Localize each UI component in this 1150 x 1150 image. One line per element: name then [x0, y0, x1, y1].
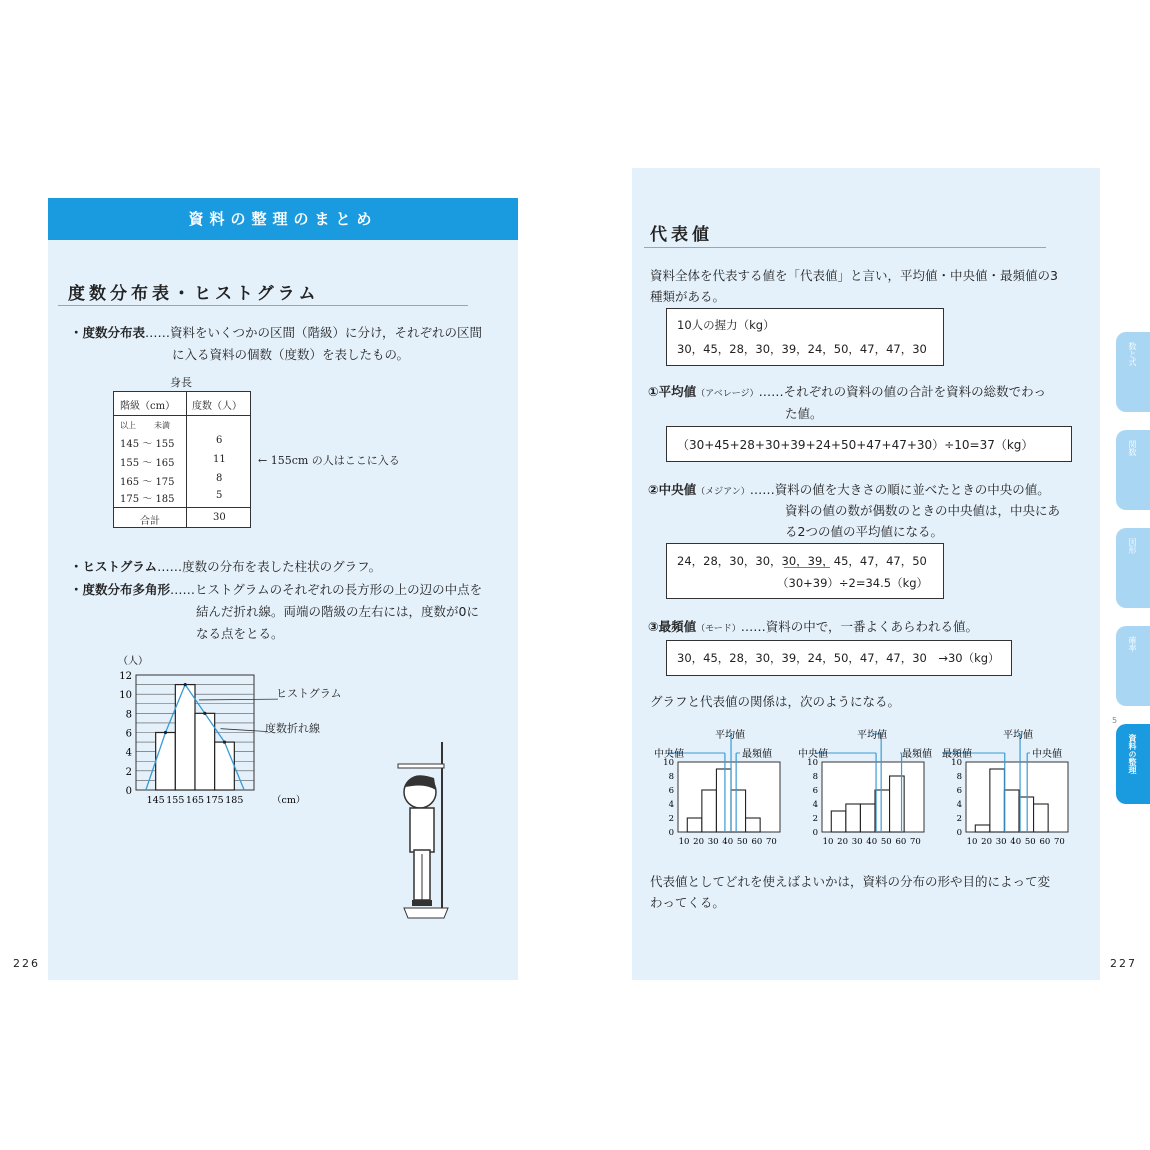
def1-text2: に入る資料の個数（度数）を表したもの。: [172, 347, 410, 362]
median-term: ②中央値: [648, 482, 697, 497]
annotation-leader-histogram: [199, 699, 278, 700]
representative-chart-3: [938, 722, 1078, 857]
median-line2: （30+39）÷2=34.5（kg）: [777, 576, 929, 590]
mini-x-tick-label: 70: [910, 837, 921, 847]
mean-formula: （30+45+28+30+39+24+50+47+47+30）÷10=37（kg）: [677, 438, 1034, 452]
y-tick-label: 6: [125, 728, 132, 740]
def2-term: ・ヒストグラム: [70, 559, 158, 574]
mini-y-tick-label: 10: [663, 758, 674, 768]
left-header-title: 資料の整理のまとめ: [188, 210, 378, 228]
mean-sub: （アベレージ）: [696, 389, 759, 399]
mode-sub: （モード）: [696, 624, 741, 634]
mini-bar: [746, 818, 761, 832]
mini-bar: [831, 811, 846, 832]
mode-box: [666, 640, 1012, 676]
mini-x-tick-label: 10: [966, 837, 978, 847]
mini-x-tick-label: 10: [678, 837, 690, 847]
y-tick-label: 8: [125, 709, 132, 721]
table-row-2-class: 165 ～ 175: [120, 477, 175, 488]
mini-y-tick-label: 10: [807, 758, 818, 768]
mini-y-tick-label: 4: [668, 800, 674, 810]
mini-x-tick-label: 40: [866, 837, 878, 847]
mini-bar: [846, 804, 861, 832]
table-total-rule: [114, 507, 250, 508]
left-header-bar: [48, 198, 518, 240]
table-sub2: 未満: [154, 421, 170, 430]
histogram-bar: [195, 713, 215, 790]
hist-label-polygon: 度数折れ線: [265, 722, 320, 735]
right-section-rule: [644, 247, 1046, 248]
mode-term: ③最頻値: [648, 619, 697, 634]
mini-bar: [875, 790, 890, 832]
tab-data-organization[interactable]: [1116, 724, 1150, 804]
mini-reference-label: 最頻値: [902, 749, 932, 760]
mini-x-tick-label: 30: [707, 837, 719, 847]
mini-bar: [716, 769, 731, 832]
table-header-rule: [114, 415, 250, 416]
grip-box-values: 30，45，28，30，39，24，50，47，47，30: [677, 342, 927, 356]
mini-reference-label: 平均値: [715, 730, 745, 741]
mini-y-tick-label: 6: [956, 786, 962, 796]
mini-y-tick-label: 4: [812, 800, 818, 810]
y-tick-label: 10: [119, 690, 132, 702]
mean-text1: ……それぞれの資料の値の合計を資料の総数でわっ: [758, 384, 1046, 399]
x-tick-label: 185: [225, 795, 244, 806]
mini-x-tick-label: 30: [851, 837, 863, 847]
histogram-bar: [156, 733, 176, 791]
def-polygon: [70, 579, 482, 601]
mini-x-tick-label: 70: [766, 837, 777, 847]
mini-reference-label: 中央値: [1032, 749, 1062, 760]
tab-numbers-label: 数と式: [1128, 342, 1137, 366]
mode-text: ……資料の中で，一番よくあらわれる値。: [740, 619, 978, 634]
mini-reference-label: 最頻値: [942, 749, 972, 760]
mini-y-tick-label: 8: [812, 772, 818, 782]
tab-index-mark: 5: [1112, 716, 1118, 725]
mini-bar: [1004, 790, 1019, 832]
mini-x-tick-label: 20: [693, 837, 704, 847]
tab-numbers[interactable]: [1116, 332, 1150, 412]
graph-intro: グラフと代表値の関係は，次のようになる。: [650, 694, 901, 709]
mini-reference-label: 最頻値: [742, 749, 772, 760]
mini-x-tick-label: 50: [736, 837, 748, 847]
x-tick-label: 145: [146, 795, 165, 806]
table-arrow-note: ← 155cm の人はここに入る: [258, 454, 400, 467]
table-sub1: 以上: [120, 421, 136, 430]
mini-x-tick-label: 70: [1054, 837, 1065, 847]
mode-line: 30，45，28，30，39，24，50，47，47，30 →30（kg）: [677, 651, 1000, 665]
left-page-number: 226: [13, 957, 40, 970]
mini-reference-label: 平均値: [1003, 730, 1033, 741]
x-tick-label: 175: [205, 795, 224, 806]
mini-x-tick-label: 60: [895, 837, 907, 847]
polygon-point: [164, 731, 167, 734]
table-row-1-value: 11: [213, 454, 226, 465]
representative-chart-2: [794, 722, 934, 857]
representative-chart-1: [650, 722, 790, 857]
mini-y-tick-label: 2: [668, 814, 674, 824]
mini-x-tick-label: 20: [981, 837, 992, 847]
y-axis-unit: （人）: [118, 656, 148, 667]
left-section-rule: [58, 305, 468, 306]
table-row-2-value: 8: [216, 473, 223, 484]
histogram-bar: [215, 742, 235, 790]
mean-text2: た値。: [785, 406, 823, 421]
tab-data-organization-label: 資料の整理: [1128, 734, 1137, 774]
median-line1: 24，28，30，30，30，39，45，47，47，50: [677, 554, 927, 568]
mini-x-tick-label: 40: [722, 837, 734, 847]
tab-functions[interactable]: [1116, 430, 1150, 510]
mini-y-tick-label: 0: [812, 828, 818, 838]
mini-y-tick-label: 0: [668, 828, 674, 838]
x-axis-unit: （cm）: [272, 795, 306, 806]
median-sub: （メジアン）: [696, 487, 750, 497]
mini-x-tick-label: 10: [822, 837, 834, 847]
mini-y-tick-label: 6: [668, 786, 674, 796]
mini-x-tick-label: 40: [1010, 837, 1022, 847]
polygon-point: [223, 740, 226, 743]
mini-y-tick-label: 2: [956, 814, 962, 824]
grip-box-title: 10人の握力（kg）: [677, 318, 775, 332]
annotation-leader-polygon: [221, 729, 268, 732]
tab-figures-label: 図形: [1128, 538, 1137, 554]
def3-term: ・度数分布多角形: [70, 582, 171, 597]
table-row-1-class: 155 ～ 165: [120, 458, 175, 469]
mean-formula-box: [666, 426, 1072, 462]
mini-x-tick-label: 30: [995, 837, 1007, 847]
mini-reference-label: 平均値: [857, 730, 887, 741]
def1-text1: ……資料をいくつかの区間（階級）に分け，それぞれの区間: [145, 325, 483, 340]
mean-definition: [648, 381, 1046, 405]
table-total-value: 30: [213, 512, 226, 523]
y-tick-label: 0: [125, 786, 132, 797]
y-tick-label: 4: [125, 747, 132, 759]
outro-2: わってくる。: [650, 895, 725, 910]
right-page-number: 227: [1110, 957, 1137, 970]
median-text1: ……資料の値を大きさの順に並べたときの中央の値。: [749, 482, 1050, 497]
right-intro-1: 資料全体を代表する値を「代表値」と言い，平均値・中央値・最頻値の3: [650, 268, 1058, 283]
mini-bar: [702, 790, 717, 832]
def2-text: ……度数の分布を表した柱状のグラフ。: [157, 559, 382, 574]
mini-reference-label: 中央値: [654, 749, 684, 760]
median-text2: 資料の値の数が偶数のときの中央値は，中央にあ: [785, 503, 1061, 518]
mean-term: ①平均値: [648, 384, 697, 399]
table-row-3-value: 5: [216, 490, 223, 501]
left-section-title: 度数分布表・ヒストグラム: [68, 284, 320, 304]
median-text3: る2つの値の平均値になる。: [785, 524, 943, 539]
right-section-title: 代表値: [650, 225, 713, 245]
mini-bar: [731, 790, 746, 832]
x-tick-label: 155: [166, 795, 185, 806]
polygon-point: [203, 712, 206, 715]
table-caption: 身長: [170, 376, 192, 389]
tab-probability-label: 確率: [1128, 636, 1137, 652]
tab-figures[interactable]: [1116, 528, 1150, 608]
mode-definition: [648, 616, 978, 640]
tab-probability[interactable]: [1116, 626, 1150, 706]
grip-data-box: [666, 308, 944, 366]
median-underline: [784, 567, 830, 568]
tab-functions-label: 関数: [1128, 440, 1137, 456]
mini-x-tick-label: 50: [1024, 837, 1036, 847]
def-histogram: [70, 556, 381, 578]
table-row-3-class: 175 ～ 185: [120, 494, 175, 505]
polygon-point: [184, 683, 187, 686]
y-tick-label: 12: [119, 671, 132, 682]
mini-y-tick-label: 4: [956, 800, 962, 810]
mini-x-tick-label: 60: [751, 837, 763, 847]
mini-bar: [1034, 804, 1049, 832]
hist-label-histogram: ヒストグラム: [276, 687, 342, 700]
def3-text1: ……ヒストグラムのそれぞれの長方形の上の辺の中点を: [170, 582, 483, 597]
x-tick-label: 165: [185, 795, 205, 806]
mini-bar: [990, 769, 1005, 832]
mini-bar: [687, 818, 702, 832]
y-tick-label: 2: [125, 766, 132, 778]
def3-text2: 結んだ折れ線。両端の階級の左右には，度数が0に: [196, 604, 479, 619]
mini-x-tick-label: 60: [1039, 837, 1051, 847]
right-intro-2: 種類がある。: [650, 289, 726, 304]
mini-y-tick-label: 8: [956, 772, 962, 782]
mini-y-tick-label: 10: [951, 758, 962, 768]
table-total-label: 合計: [140, 516, 160, 527]
frequency-table: [113, 391, 251, 528]
mini-bar: [860, 804, 875, 832]
child-measuring-illustration: [390, 742, 470, 922]
mini-x-tick-label: 20: [837, 837, 848, 847]
table-col1-header: 階級（cm）: [120, 401, 176, 412]
mini-bar: [1019, 797, 1034, 832]
mini-reference-label: 中央値: [798, 749, 828, 760]
mini-x-tick-label: 50: [880, 837, 892, 847]
mini-y-tick-label: 8: [668, 772, 674, 782]
table-col2-header: 度数（人）: [192, 401, 242, 412]
median-box: [666, 543, 944, 599]
def-frequency-table: [70, 322, 482, 344]
outro-1: 代表値としてどれを使えばよいかは，資料の分布の形や目的によって変: [650, 874, 1051, 889]
table-row-0-value: 6: [216, 435, 223, 446]
def1-term: ・度数分布表: [70, 325, 146, 340]
table-row-0-class: 145 ～ 155: [120, 439, 175, 450]
def3-text3: なる点をとる。: [196, 626, 284, 641]
mini-y-tick-label: 0: [956, 828, 962, 838]
mini-y-tick-label: 2: [812, 814, 818, 824]
mini-y-tick-label: 6: [812, 786, 818, 796]
mini-bar: [975, 825, 990, 832]
